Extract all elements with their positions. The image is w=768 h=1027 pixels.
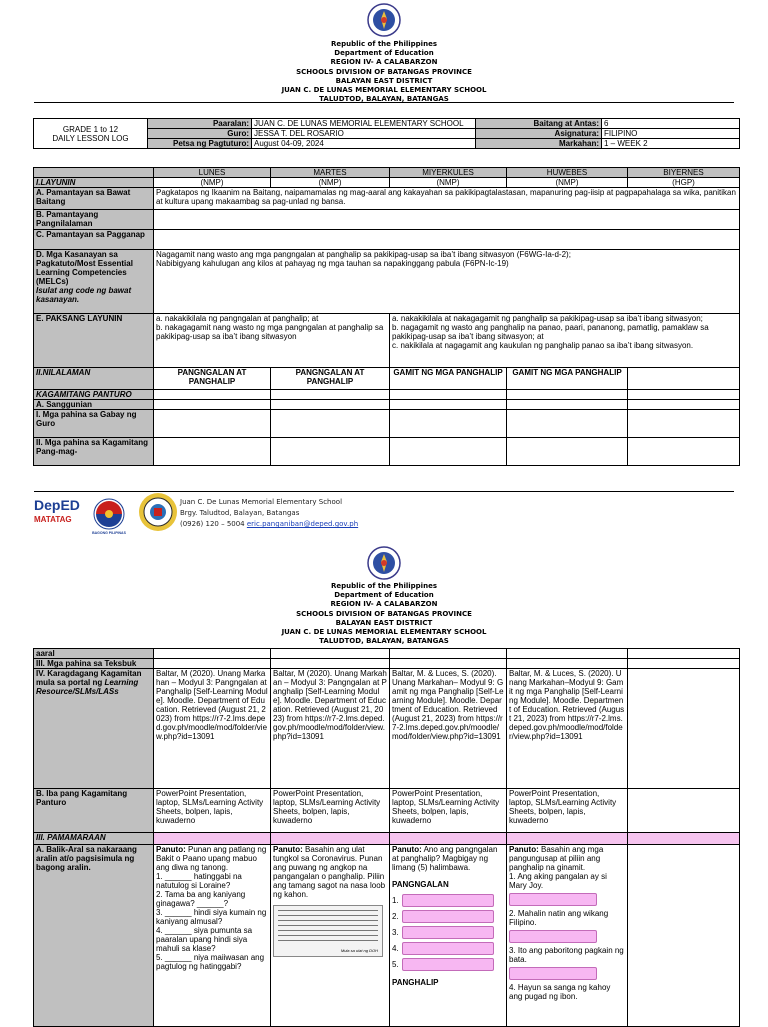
letterhead-line: BALAYAN EAST DISTRICT xyxy=(335,76,433,85)
day-header: MARTES xyxy=(271,168,390,178)
letterhead-line: TALUDTOD, BALAYAN, BATANGAS xyxy=(319,95,449,104)
panuto-text: Basahin ang mga pangungusap at piliin ang panghalip na ginamit. xyxy=(509,845,604,872)
balik-aral-label: A. Balik-Aral sa nakaraang aralin at/o pagsisimula ng bagong aralin. xyxy=(34,845,154,1027)
letterhead-line: BALAYAN EAST DISTRICT xyxy=(335,618,433,627)
answer-number: 5. xyxy=(392,959,399,969)
letterhead xyxy=(0,40,768,104)
day-code: (NMP) xyxy=(271,178,390,188)
sentence-item: 2. Mahalin natin ang wikang Filipino. xyxy=(509,909,609,927)
pamantayan-baitang-label: A. Pamantayan sa Bawat Baitang xyxy=(34,188,154,210)
letterhead-line: Republic of the Philippines xyxy=(331,40,437,48)
reference-text: Baltar, M. & Luces, S. (2020). Unang Markahan–Modyul 9: Gamit ng mga Panghalip [Self-Learning Module]. Moodle. Department of Education. Retrieved (August 21, 2023) from https://r7-2.lms.deped.gov.ph/moodle/mod/folder/view.php?id=13091 xyxy=(507,669,628,789)
materials-text: PowerPoint Presentation, laptop, SLMs/Learning Activity Sheets, bolpen, lapis, kuwaderno xyxy=(154,789,271,833)
kagamitan-pang-label: II. Mga pahina sa Kagamitang Pang-mag- xyxy=(34,438,154,466)
panuto-label: Panuto: xyxy=(156,845,186,854)
day-code: (HGP) xyxy=(628,178,740,188)
day-header: BIYERNES xyxy=(628,168,740,178)
panuto-label: Panuto: xyxy=(509,845,539,854)
answer-number: 3. xyxy=(392,927,399,937)
panuto-text: Punan ang patlang ng Bakit o Paano upang mabuo ang diwa ng tanong. 1. ______ hatinggabi na natutulog si Loraine? 2. Tama ba ang kaniyang ginagawa? ______? 3. ______ hindi siya kumain ng kaniyang almusal? 4. ______ siya pumunta sa paaralan upang hindi siya mahuli sa klase? 5. ______ niya maiiwasan ang pagtulog ng hatinggabi? xyxy=(156,845,267,971)
day-code: (NMP) xyxy=(154,178,271,188)
deped-wordmark: DepED xyxy=(34,497,80,513)
answer-blank[interactable] xyxy=(509,930,597,943)
pamamaraan-heading: III. PAMAMARAAN xyxy=(34,833,154,845)
answer-number: 1. xyxy=(392,895,399,905)
answer-blank[interactable] xyxy=(402,926,494,939)
letterhead-line: JUAN C. DE LUNAS MEMORIAL ELEMENTARY SCHOOL xyxy=(281,628,487,637)
pangngalan-heading: PANGNGALAN xyxy=(392,880,449,889)
melc-label: D. Mga Kasanayan sa Pagkatuto/Most Essential Learning Competencies (MELCs) xyxy=(36,250,133,286)
day-header: HUWEBES xyxy=(507,168,628,178)
layunin-heading: I.LAYUNIN xyxy=(34,178,154,188)
gabay-label: I. Mga pahina sa Gabay ng Guro xyxy=(34,410,154,438)
reference-text: Baltar, M. & Luces, S. (2020). Unang Markahan– Modyul 9: Gamit ng mga Panghalip [Self-Learning Module]. Moodle. Department of Education. Retrieved (August 21, 2023) from https://r7-2.lms.deped.gov.ph/moodle/mod/folder/view.php?id=13091 xyxy=(390,669,507,789)
paksang-layunin-col1: a. nakakikilala ng pangngalan at panghalip; at b. nakagagamit nang wasto ng mga pangngalan at panghalip sa pakikipag-usap sa iba’t ibang sitwasyon xyxy=(154,314,390,368)
panuto-text: Basahin ang ulat tungkol sa Coronavirus. Punan ang puwang ng angkop na pangangalan o panghalip. Piliin ang tamang sagot na nasa loob ng kahon. xyxy=(273,845,386,899)
reference-text: Baltar, M (2020). Unang Markahan – Modyul 3: Pangngalan at Panghalip [Self-Learning Module]. Moodle. Department of Education. Retrieved (August 21, 2023) from https://r7-2.lms.deped.gov.ph/moodle/mod/folder/view.php?id=13091 xyxy=(154,669,271,789)
answer-row xyxy=(392,908,504,924)
answer-row xyxy=(392,892,504,908)
footer-contact xyxy=(180,497,358,530)
header-rule xyxy=(34,102,734,103)
kagamitan-heading: KAGAMITANG PANTURO xyxy=(34,390,154,400)
asignatura-label: Asignatura: xyxy=(476,129,602,139)
letterhead-page2 xyxy=(0,582,768,646)
topic-cell: PANGNGALAN AT PANGHALIP xyxy=(154,368,271,390)
answer-row xyxy=(392,924,504,940)
coronavirus-report-thumbnail xyxy=(273,905,383,957)
grade-label: GRADE 1 to 12 xyxy=(62,124,119,134)
day-header: LUNES xyxy=(154,168,271,178)
nilalaman-heading: II.NILALAMAN xyxy=(34,368,154,390)
matatag-wordmark: MATATAG xyxy=(34,515,72,524)
materials-text: PowerPoint Presentation, laptop, SLMs/Learning Activity Sheets, bolpen, lapis, kuwaderno xyxy=(390,789,507,833)
reference-text: Baltar, M (2020). Unang Markahan – Modyul 3: Pangngalan at Panghalip [Self-Learning Module]. Moodle. Department of Education. Retrieved (August 21, 2023) from https://r7-2.lms.deped.gov.ph/moodle/mod/folder/view.php?id=13091 xyxy=(271,669,390,789)
paksang-layunin-label: E. PAKSANG LAYUNIN xyxy=(34,314,154,368)
pagganap-label: C. Pamantayan sa Pagganap xyxy=(34,230,154,250)
materials-text: PowerPoint Presentation, laptop, SLMs/Learning Activity Sheets, bolpen, lapis, kuwaderno xyxy=(507,789,628,833)
answer-number: 2. xyxy=(392,911,399,921)
melc-line: Nabibigyang kahulugan ang kilos at pahayag ng mga tauhan sa napakinggang pabula (F6PN-Ic-19) xyxy=(156,259,509,268)
baitang-value: 6 xyxy=(602,119,740,129)
paksang-layunin-col2: a. nakakikilala at nakagagamit ng panghalip sa pakikipag-usap sa iba’t ibang sitwasyon; b. nagagamit ng wasto ang panghalip na panao, paari, pananong, pamatlig, pamaklaw sa pakikipag-usap sa iba’t ibang sitwasyon; at c. nakikilala at nagagamit ang kaukulan ng panghalip panao sa iba’t ibang sitwasyon. xyxy=(390,314,740,368)
lesson-table-page1 xyxy=(33,167,740,466)
deped-matatag-logo xyxy=(34,497,78,533)
footer-address: Brgy. Taludtod, Balayan, Batangas xyxy=(180,509,300,517)
balik-aral-col2 xyxy=(271,845,390,1027)
teksbuk-label: III. Mga pahina sa Teksbuk xyxy=(34,659,154,669)
melc-cell xyxy=(34,250,154,314)
answer-number: 4. xyxy=(392,943,399,953)
answer-blank[interactable] xyxy=(402,894,494,907)
footer-contact-line xyxy=(180,519,358,530)
pamantayan-baitang-text: Pagkatapos ng Ikaanim na Baitang, naipamamalas ng mag-aaral ang kakayahan sa pakikipagtalastasan, mapanuring pag-iisip at pagpapahalaga sa wika, panitikan at kultura upang makaambag sa pag-unlad ng bansa. xyxy=(154,188,740,210)
paaralan-value: JUAN C. DE LUNAS MEMORIAL ELEMENTARY SCHOOL xyxy=(252,119,476,129)
materials-text: PowerPoint Presentation, laptop, SLMs/Learning Activity Sheets, bolpen, lapis, kuwaderno xyxy=(271,789,390,833)
sentence-item: 4. Hayun sa sanga ng kahoy ang pugad ng ibon. xyxy=(509,983,611,1001)
answer-blank[interactable] xyxy=(509,967,597,980)
balik-aral-col3 xyxy=(390,845,507,1027)
info-table xyxy=(33,118,740,149)
guro-value: JESSA T. DEL ROSARIO xyxy=(252,129,476,139)
markahan-label: Markahan: xyxy=(476,139,602,149)
letterhead-line: REGION IV- A CALABARZON xyxy=(330,600,438,609)
melc-text xyxy=(154,250,740,314)
footer-phone: (0926) 120 – 5004 xyxy=(180,520,245,528)
footer-school: Juan C. De Lunas Memorial Elementary School xyxy=(180,498,343,506)
letterhead-line: Department of Education xyxy=(334,591,434,600)
iba-pang-kagamitan-label: B. Iba pang Kagamitang Panturo xyxy=(34,789,154,833)
guro-label: Guro: xyxy=(148,129,252,139)
topic-cell: PANGNGALAN AT PANGHALIP xyxy=(271,368,390,390)
panghalip-heading: PANGHALIP xyxy=(392,978,439,987)
karagdagan-cell xyxy=(34,669,154,789)
panuto-label: Panuto: xyxy=(273,845,303,854)
thumbnail-caption: Mula sa ulat ng DOH xyxy=(340,948,378,953)
answer-blank[interactable] xyxy=(402,910,494,923)
deped-seal-icon xyxy=(367,546,401,580)
sentence-item: 3. Ito ang paboritong pagkain ng bata. xyxy=(509,946,624,964)
asignatura-value: FILIPINO xyxy=(602,129,740,139)
balik-aral-col1 xyxy=(154,845,271,1027)
petsa-label: Petsa ng Pagtuturo: xyxy=(148,139,252,149)
topic-cell: GAMIT NG MGA PANGHALIP xyxy=(390,368,507,390)
lesson-table-page2 xyxy=(33,648,740,1027)
answer-blank[interactable] xyxy=(402,942,494,955)
school-seal-icon xyxy=(138,492,178,532)
letterhead-line: SCHOOLS DIVISION OF BATANGAS PROVINCE xyxy=(296,67,472,76)
letterhead-line: Department of Education xyxy=(334,49,434,58)
panuto-text: Ano ang pangngalan at panghalip? Magbigay ng limang (5) halimbawa. xyxy=(392,845,498,872)
day-header: MIYERKULES xyxy=(390,168,507,178)
pangnilalaman-label: B. Pamantayang Pangnilalaman xyxy=(34,210,154,230)
baitang-label: Baitang at Antas: xyxy=(476,119,602,129)
letterhead-line: REGION IV- A CALABARZON xyxy=(330,58,438,67)
melc-line: Nagagamit nang wasto ang mga pangngalan at panghalip sa pakikipag-usap sa iba’t ibang sitwasyon (F6WG-Ia-d-2); xyxy=(156,250,571,259)
sanggunian-label: A. Sanggunian xyxy=(34,400,154,410)
petsa-value: August 04-09, 2024 xyxy=(252,139,476,149)
aaral-label: aaral xyxy=(34,649,154,659)
karagdagan-label: IV. Karagdagang Kagamitan mula sa portal ng xyxy=(36,669,142,687)
dll-label: DAILY LESSON LOG xyxy=(52,133,129,143)
answer-row xyxy=(392,940,504,956)
panuto-label: Panuto: xyxy=(392,845,422,854)
markahan-value: 1 – WEEK 2 xyxy=(602,139,740,149)
day-code: (NMP) xyxy=(507,178,628,188)
answer-row xyxy=(392,956,504,972)
bagong-pilipinas-text: BAGONG PILIPINAS xyxy=(92,531,126,535)
footer-email-link[interactable]: eric.panganiban@deped.gov.ph xyxy=(246,520,359,528)
letterhead-line: TALUDTOD, BALAYAN, BATANGAS xyxy=(319,637,449,646)
sentence-item: 1. Ang aking pangalan ay si Mary Joy. xyxy=(509,872,607,890)
answer-blank[interactable] xyxy=(509,893,597,906)
day-code: (NMP) xyxy=(390,178,507,188)
letterhead-line: SCHOOLS DIVISION OF BATANGAS PROVINCE xyxy=(296,609,472,618)
letterhead-line: JUAN C. DE LUNAS MEMORIAL ELEMENTARY SCHOOL xyxy=(281,86,487,95)
karagdagan-label-italic: Learning Resource/SLMs/LASs xyxy=(36,678,139,696)
grade-cell xyxy=(34,119,148,149)
deped-seal-icon xyxy=(367,3,401,37)
letterhead-line: Republic of the Philippines xyxy=(331,582,437,590)
melc-note: Isulat ang code ng bawat kasanayan. xyxy=(36,286,132,304)
paaralan-label: Paaralan: xyxy=(148,119,252,129)
topic-cell: GAMIT NG MGA PANGHALIP xyxy=(507,368,628,390)
balik-aral-col4 xyxy=(507,845,628,1027)
answer-blank[interactable] xyxy=(402,958,494,971)
